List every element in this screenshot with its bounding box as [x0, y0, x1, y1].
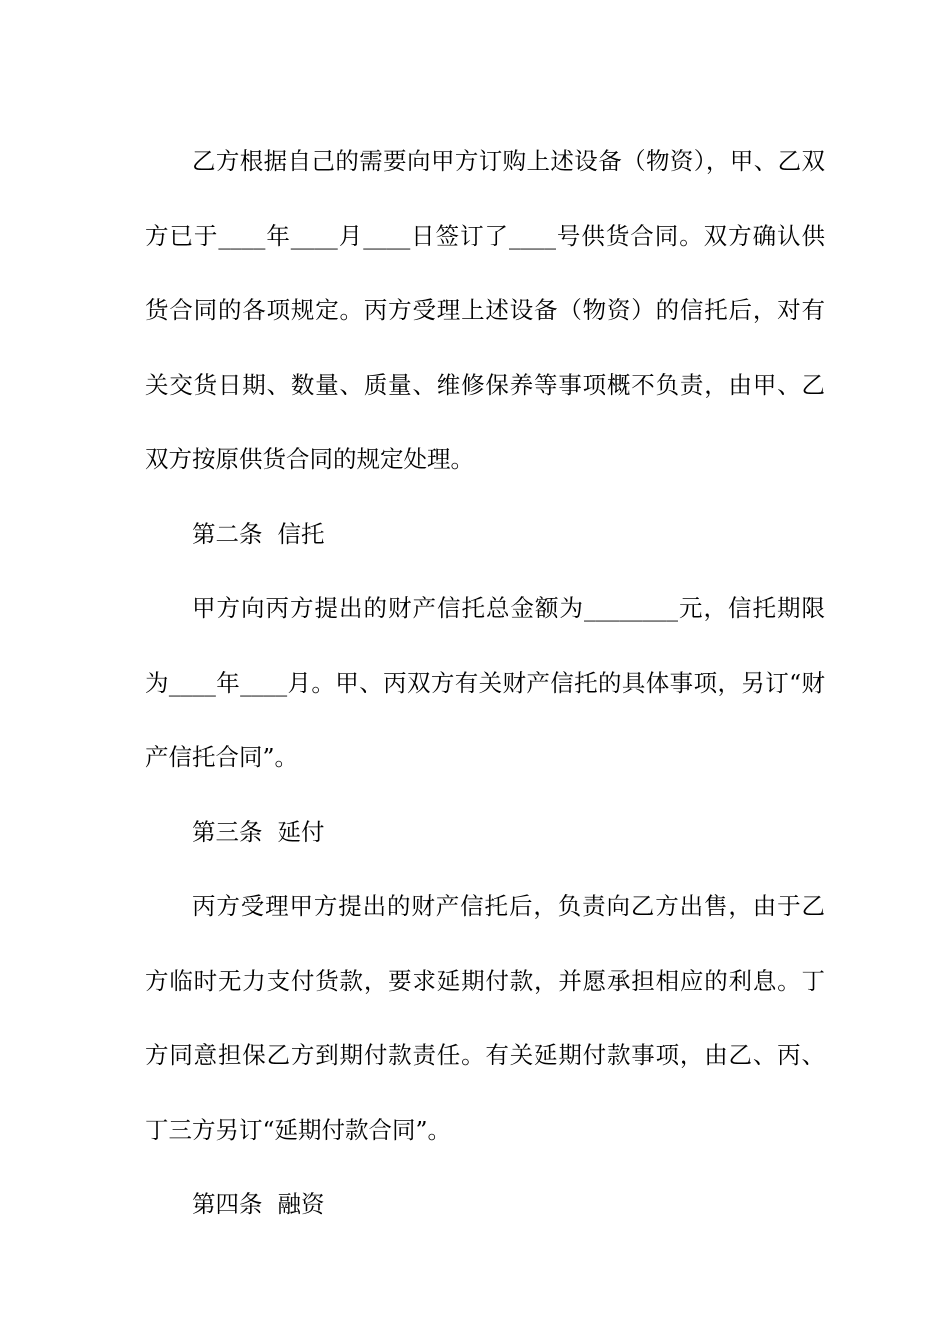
document-body	[145, 124, 825, 1242]
paragraph-deferred-payment: 丙方受理甲方提出的财产信托后，负责向乙方出售，由于乙方临时无力支付货款，要求延期付款，并愿承担相应的利息。丁方同意担保乙方到期付款责任。有关延期付款事项，由乙、丙、丁三方另订“延期付款合同”。	[145, 892, 825, 1144]
section-heading-financing: 第四条 融资	[192, 1190, 325, 1218]
section-heading-trust: 第二条 信托	[192, 519, 325, 548]
paragraph-trust: 甲方向丙方提出的财产信托总金额为________元，信托期限为____年____月。甲、丙双方有关财产信托的具体事项，另订“财产信托合同”。	[145, 594, 825, 771]
paragraph-supply-contract: 乙方根据自己的需要向甲方订购上述设备（物资），甲、乙双方已于____年____月____日签订了____号供货合同。双方确认供货合同的各项规定。丙方受理上述设备（物资）的信托后，对有关交货日期、数量、质量、维修保养等事项概不负责，由甲、乙双方按原供货合同的规定处理。	[145, 147, 825, 473]
section-heading-deferred-payment: 第三条 延付	[192, 817, 325, 846]
